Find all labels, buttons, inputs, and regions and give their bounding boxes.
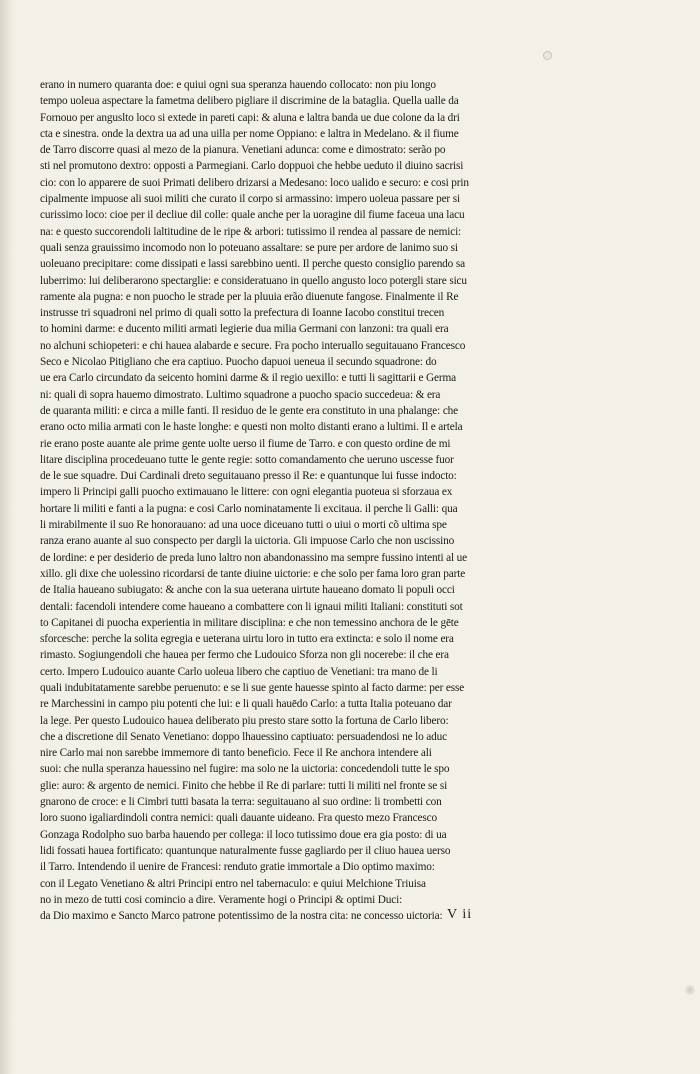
text-line: to Capitanei di puocha experientia in militare disciplina: e che non temessino anchora de le gēte: [40, 616, 459, 629]
text-line: re Marchessini in campo piu potenti che lui: e li quali hauēdo Carlo: a tutta Italia poteuano dar: [40, 698, 452, 711]
page-gutter-shadow: [0, 0, 14, 1074]
text-line: cipalmente impuose ali suoi militi che curato il corpo si armassino: impero uoleua passare per si: [40, 193, 460, 206]
text-line: de le sue squadre. Dui Cardinali dreto seguitauano presso il Re: e quantunque lui fusse indocto:: [40, 470, 457, 483]
text-line: rimasto. Sogiungendoli che hauea per fermo che Ludouico Sforza non gli nocerebe: il che era: [40, 649, 449, 662]
text-line: curissimo loco: cioe per il decliue dil colle: quale anche per la uoragine dil fiume faceua una lacu: [40, 209, 465, 222]
text-line: de Tarro discorre quasi al mezo de la pianura. Venetiani adunca: come e dimostrato: serão po: [40, 144, 446, 157]
text-line: uoleuano precipitare: come dissipati e lassi sarebbino uenti. Il perche questo consiglio parendo sa: [40, 258, 465, 271]
text-line: quali senza grauissimo incomodo non lo poteuano assaltare: se pure per ardore de lanimo suo si: [40, 241, 458, 254]
text-line: no in mezo de tutti cosi comincio a dire. Veramente hogi o Principi & optimi Duci:: [40, 893, 403, 906]
text-line: impero li Principi galli puocho extimauano le littere: con ogni elegantia puoteua si sforzaua ex: [40, 486, 453, 499]
text-line: la lege. Per questo Ludouico hauea deliberato piu presto stare sotto la fortuna de Carlo libero:: [40, 714, 449, 727]
text-line: de lordine: e per desiderio de preda luno laltro non abandonassino ma sempre fussino intenti al ue: [40, 551, 468, 564]
text-line: che a discretione dil Senato Venetiano: doppo lhauessino captiuato: persuadendosi ne lo aduc: [40, 730, 447, 743]
text-line: Gonzaga Rodolpho suo barba hauendo per collega: il loco tutissimo doue era gia posto: di ua: [40, 828, 447, 841]
text-line: sforcesche: perche la solita egregia e ueterana uirtu loro in tutto era extincta: e solo il nome era: [40, 633, 454, 646]
text-line: nire Carlo mai non sarebbe immemore di tanto beneficio. Fece il Re anchora intendere ali: [40, 747, 432, 760]
text-line: li mirabilmente il suo Re honorauano: ad una uoce diceuano tutti o uiui o morti cõ ultima spe: [40, 519, 447, 532]
text-line: sti nel promutono dextro: opposti a Parmegiani. Carlo doppuoi che hebbe ueduto il diuino sacrisi: [40, 160, 464, 173]
text-line: da Dio maximo e Sancto Marco patrone potentissimo de la nostra cita: ne concesso uictoria:: [40, 910, 443, 923]
text-line: glie: auro: & argento de nemici. Finito che hebbe il Re di parlare: tutti li militi nel fronte se si: [40, 779, 448, 792]
text-line: de quaranta militi: e circa a mille fanti. Il residuo de le gente era constituto in una phalange: che: [40, 404, 459, 417]
text-line: Fornouo per anguslto loco si extede in pareti capi: & aluna e laltra banda ue due colone da la dri: [40, 111, 460, 124]
text-line: luberrimo: lui deliberarono spectarglie: e consideratuano in quello angusto loco potergli stare sicu: [40, 274, 467, 287]
text-line: suoi: che nulla speranza hauessino nel fugire: ma solo ne la uictoria: concedendoli tutte le spo: [40, 763, 450, 776]
text-line: il Tarro. Intendendo il uenire de Francesi: renduto gratie immortale a Dio optimo maximo:: [40, 861, 435, 874]
text-line: to homini darme: e ducento militi armati legierie dua milia Germani con lanzoni: tra quali era: [40, 323, 449, 336]
text-line: na: e questo succorendoli laltitudine de le ripe & arbori: tutissimo il rendea al passare de nemici:: [40, 225, 462, 238]
text-line: no alchuni schiopeteri: e chi hauea alabarde e secure. Fra pocho interuallo seguitauano Francesco: [40, 339, 466, 352]
text-line: loro suono igaliardindoli contra nemici: quali dauante uideano. Fra questo mezo Francesco: [40, 812, 437, 825]
text-line: quali indubitatamente sarebbe peruenuto: e se li sue gente hauesse spinto al facto darme: per esse: [40, 681, 465, 694]
text-line: cio: con lo apparere de suoi Primati delibero drizarsi a Medesano: loco ualido e securo: e cosi prin: [40, 176, 469, 189]
text-line: erano in numero quaranta doe: e quiui ogni sua speranza hauendo collocato: non piu longo: [40, 79, 436, 91]
text-line: Seco e Nicolao Pitigliano che era captiuo. Puocho dapuoi ueneua il secundo squadrone: do: [40, 356, 437, 369]
text-line: ramente ala pugna: e non puocho le strade per la pluuia erão diuenute fangose. Finalmente il Re: [40, 290, 459, 303]
text-line: dentali: facendoli intendere come haueano a combattere con li ignaui militi Italiani: constituti sot: [40, 600, 463, 613]
text-line: gnarono de croce: e li Cimbri tutti basata la terra: seguitauano al suo ordine: li trombetti con: [40, 796, 442, 809]
text-line: xillo. gli dixe che uolessino ricordarsi de tante diuine uictorie: e che solo per fama loro gran parte: [40, 567, 466, 580]
text-line: certo. Impero Ludouico auante Carlo uoleua libero che captiuo de Venetiani: tra mano de li: [40, 665, 438, 678]
text-line: hortare li militi e fanti a la pugna: e cosi Carlo nominatamente li excitaua. il perche li Galli: qua: [40, 502, 458, 515]
text-line: erano octo milia armati con le haste longhe: e questi non molto distanti erano a lultimi. Il e artela: [40, 421, 463, 434]
text-line: litare disciplina procedeuano tutte le gente regie: sotto comandamento che ueruno uscesse fuor: [40, 453, 454, 466]
text-line: ni: quali di sopra hauemo dimostrato. Lultimo squadrone a puocho spacio succedeua: & era: [40, 388, 441, 401]
paper-stain: [685, 985, 695, 995]
text-line: ue era Carlo circundato da seicento homini darme & il regio uexillo: e tutti li sagittarii e Germa: [40, 372, 457, 385]
signature-mark: V ii: [447, 907, 473, 922]
text-line: cta e sinestra. onde la dextra ua ad una uilla per nome Oppiano: e laltra in Medelano. & il fiume: [40, 127, 459, 140]
text-block: [40, 77, 522, 924]
text-line: ranza erano auante al suo conspecto per dargli la uictoria. Gli impuose Carlo che non uscissino: [40, 535, 455, 548]
text-line: tempo uoleua aspectare la fametma delibero pigliare il discrimine de la bataglia. Quella ualle da: [40, 95, 459, 108]
text-line: de Italia haueano subiugato: & anche con la sua ueterana uirtute haueano domato li populi occi: [40, 584, 455, 597]
text-line: con il Legato Venetiano & altri Principi entro nel tabernaculo: e quiui Melchione Triuisa: [40, 877, 426, 890]
wormhole-mark: [543, 51, 552, 60]
text-line: rie erano poste auante ale prime gente uolte uerso il fiume de Tarro. e con questo ordine de mi: [40, 437, 451, 450]
text-line: instrusse tri squadroni nel primo di quali sotto la prefectura di Ioanne Iacobo constitui trecen: [40, 307, 445, 320]
text-line: lidi fossati hauea fortificato: quantunque naturalmente fusse gagliardo per il cliuo hauea uerso: [40, 844, 451, 857]
